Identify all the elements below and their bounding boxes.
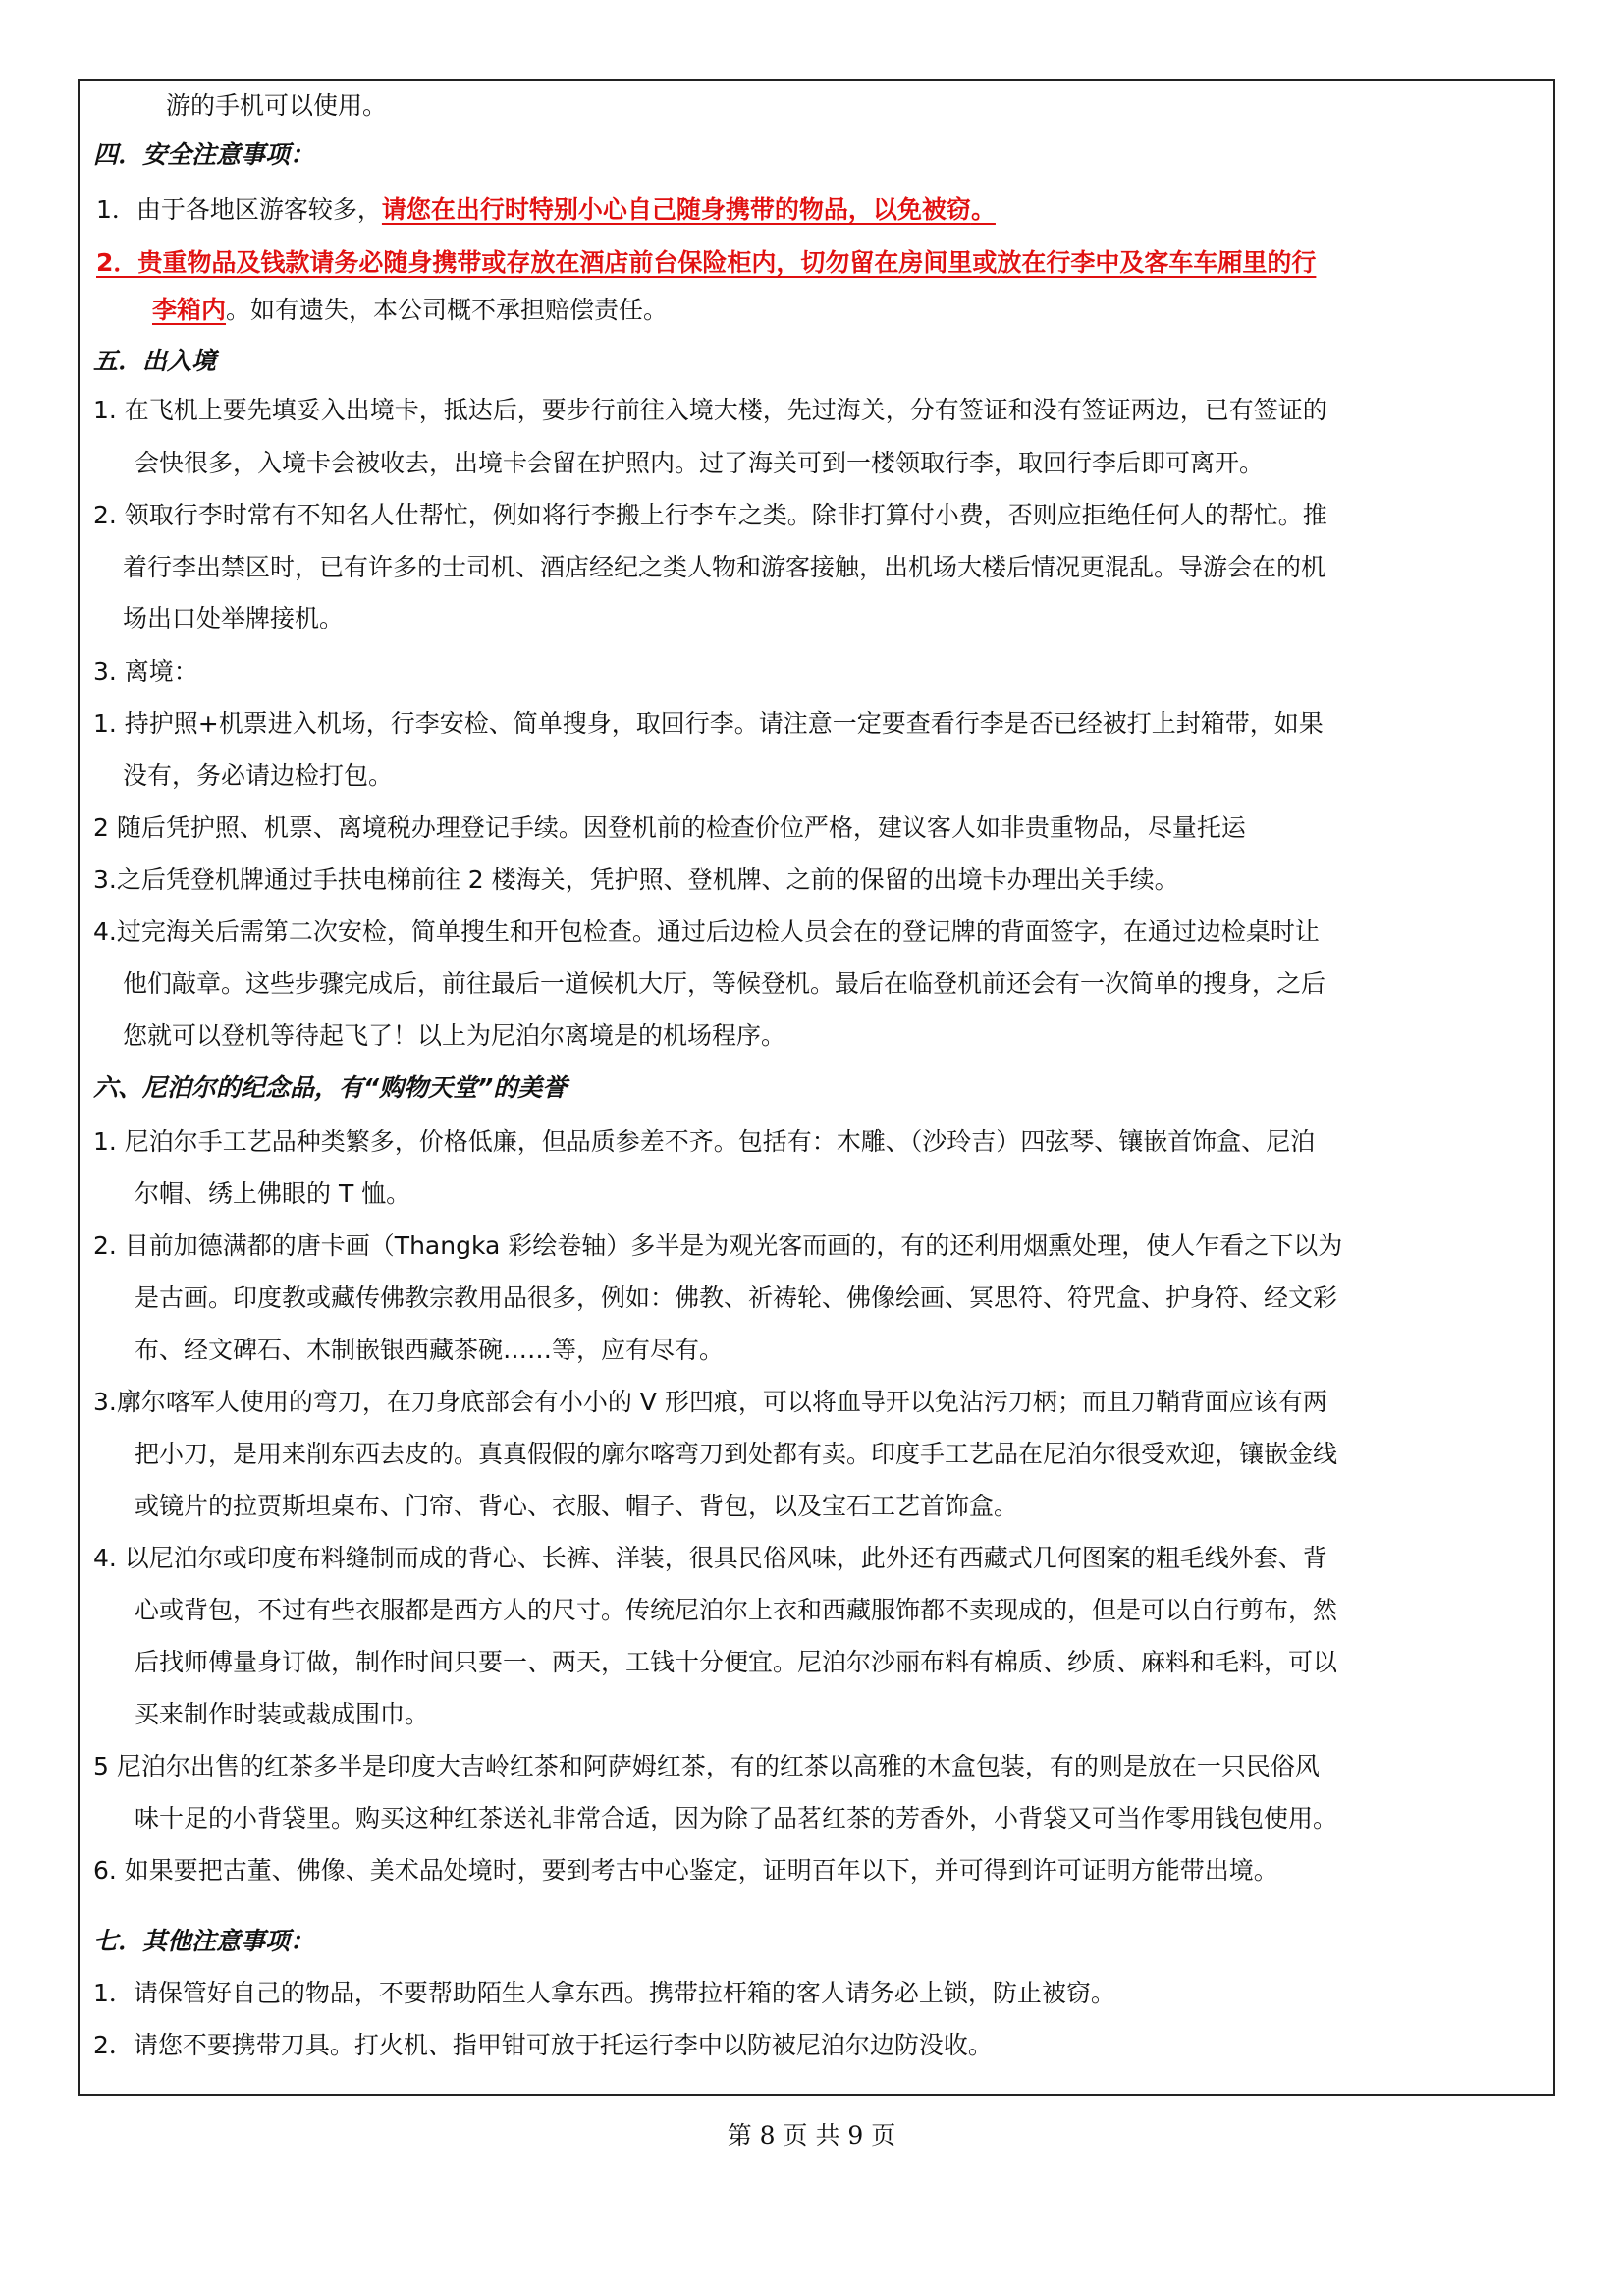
- section4-item2-cont: 李箱内。如有遗失，本公司概不承担赔偿责任。: [152, 296, 669, 324]
- section5-line: 会快很多，入境卡会被收去，出境卡会留在护照内。过了海关可到一楼领取行李，取回行李后即可离开。: [135, 449, 1265, 477]
- section6-line: 布、经文碑石、木制嵌银西藏茶碗……等，应有尽有。: [135, 1336, 725, 1364]
- section6-line: 心或背包，不过有些衣服都是西方人的尺寸。传统尼泊尔上衣和西藏服饰都不卖现成的，但是可以自行剪布，然: [135, 1596, 1338, 1624]
- section5-line: 他们敲章。这些步骤完成后，前往最后一道候机大厅，等候登机。最后在临登机前还会有一次简单的搜身，之后: [123, 969, 1326, 998]
- section6-line: 1. 尼泊尔手工艺品种类繁多，价格低廉，但品质参差不齐。包括有：木雕、（沙玲吉）四弦琴、镶嵌首饰盒、尼泊: [93, 1127, 1316, 1156]
- section7-title: 七．其他注意事项：: [93, 1927, 315, 1955]
- page-number: 第 8 页 共 9 页: [727, 2121, 896, 2150]
- section4-item2-red: 2．贵重物品及钱款请务必随身携带或存放在酒店前台保险柜内，切勿留在房间里或放在行李中及客车车厢里的行: [96, 248, 1317, 277]
- section5-line: 场出口处举牌接机。: [123, 604, 345, 632]
- section6-line: 2. 目前加德满都的唐卡画（Thangka 彩绘卷轴）多半是为观光客而画的，有的还利用烟熏处理，使人乍看之下以为: [93, 1231, 1343, 1260]
- section5-line: 2 随后凭护照、机票、离境税办理登记手续。因登机前的检查价位严格，建议客人如非贵重物品，尽量托运: [93, 813, 1246, 842]
- section4-title: 四．安全注意事项：: [93, 140, 315, 169]
- section6-line: 后找师傅量身订做，制作时间只要一、两天，工钱十分便宜。尼泊尔沙丽布料有棉质、纱质、麻料和毛料，可以: [135, 1648, 1338, 1676]
- section5-line: 1. 持护照+机票进入机场，行李安检、简单搜身，取回行李。请注意一定要查看行李是否已经被打上封箱带，如果: [93, 709, 1324, 738]
- section5-title: 五．出入境: [93, 347, 217, 375]
- section7-line: 1．请保管好自己的物品，不要帮助陌生人拿东西。携带拉杆箱的客人请务必上锁，防止被窃。: [93, 1979, 1115, 2007]
- section6-line: 4. 以尼泊尔或印度布料缝制而成的背心、长裤、洋装，很具民俗风味，此外还有西藏式几何图案的粗毛线外套、背: [93, 1544, 1327, 1572]
- section5-line: 1. 在飞机上要先填妥入出境卡，抵达后，要步行前往入境大楼，先过海关，分有签证和没有签证两边，已有签证的: [93, 396, 1327, 424]
- red-warning: 请您在出行时特别小心自己随身携带的物品，以免被窃: [381, 195, 971, 224]
- section6-title: 六、尼泊尔的纪念品，有“购物天堂”的美誉: [93, 1073, 568, 1102]
- section6-line: 5 尼泊尔出售的红茶多半是印度大吉岭红茶和阿萨姆红茶，有的红茶以高雅的木盒包装，有的则是放在一只民俗风: [93, 1752, 1320, 1780]
- section5-line: 2. 领取行李时常有不知名人仕帮忙，例如将行李搬上行李车之类。除非打算付小费，否则应拒绝任何人的帮忙。推: [93, 501, 1327, 529]
- section6-line: 或镜片的拉贾斯坦桌布、门帘、背心、衣服、帽子、背包，以及宝石工艺首饰盒。: [135, 1492, 1019, 1520]
- section7-line: 2．请您不要携带刀具。打火机、指甲钳可放于托运行李中以防被尼泊尔边防没收。: [93, 2031, 993, 2059]
- section4-item1: 1．由于各地区游客较多，请您在出行时特别小心自己随身携带的物品，以免被窃。: [96, 195, 996, 224]
- content-frame: [78, 79, 1555, 2096]
- section6-line: 是古画。印度教或藏传佛教宗教用品很多，例如：佛教、祈祷轮、佛像绘画、冥思符、符咒盒、护身符、经文彩: [135, 1284, 1338, 1312]
- section6-line: 把小刀，是用来削东西去皮的。真真假假的廓尔喀弯刀到处都有卖。印度手工艺品在尼泊尔很受欢迎，镶嵌金线: [135, 1440, 1338, 1468]
- section6-line: 尔帽、绣上佛眼的 T 恤。: [135, 1179, 411, 1208]
- section5-line: 3.之后凭登机牌通过手扶电梯前往 2 楼海关，凭护照、登机牌、之前的保留的出境卡办理出关手续。: [93, 865, 1179, 894]
- section5-line: 着行李出禁区时，已有许多的士司机、酒店经纪之类人物和游客接触，出机场大楼后情况更混乱。导游会在的机: [123, 553, 1326, 581]
- section5-line: 4.过完海关后需第二次安检，简单搜生和开包检查。通过后边检人员会在的登记牌的背面签字，在通过边检桌时让: [93, 917, 1320, 946]
- section6-line: 6. 如果要把古董、佛像、美术品处境时，要到考古中心鉴定，证明百年以下，并可得到许可证明方能带出境。: [93, 1856, 1278, 1885]
- section3-tail: 游的手机可以使用。: [166, 91, 388, 120]
- section6-line: 3.廓尔喀军人使用的弯刀，在刀身底部会有小小的 V 形凹痕，可以将血导开以免沾污刀柄；而且刀鞘背面应该有两: [93, 1388, 1327, 1416]
- section5-line: 3. 离境：: [93, 657, 198, 685]
- section5-line: 您就可以登机等待起飞了！以上为尼泊尔离境是的机场程序。: [123, 1021, 786, 1050]
- section5-line: 没有，务必请边检打包。: [123, 761, 394, 790]
- section6-line: 味十足的小背袋里。购买这种红茶送礼非常合适，因为除了品茗红茶的芳香外，小背袋又可当作零用钱包使用。: [135, 1804, 1338, 1832]
- section6-line: 买来制作时装或裁成围巾。: [135, 1700, 430, 1728]
